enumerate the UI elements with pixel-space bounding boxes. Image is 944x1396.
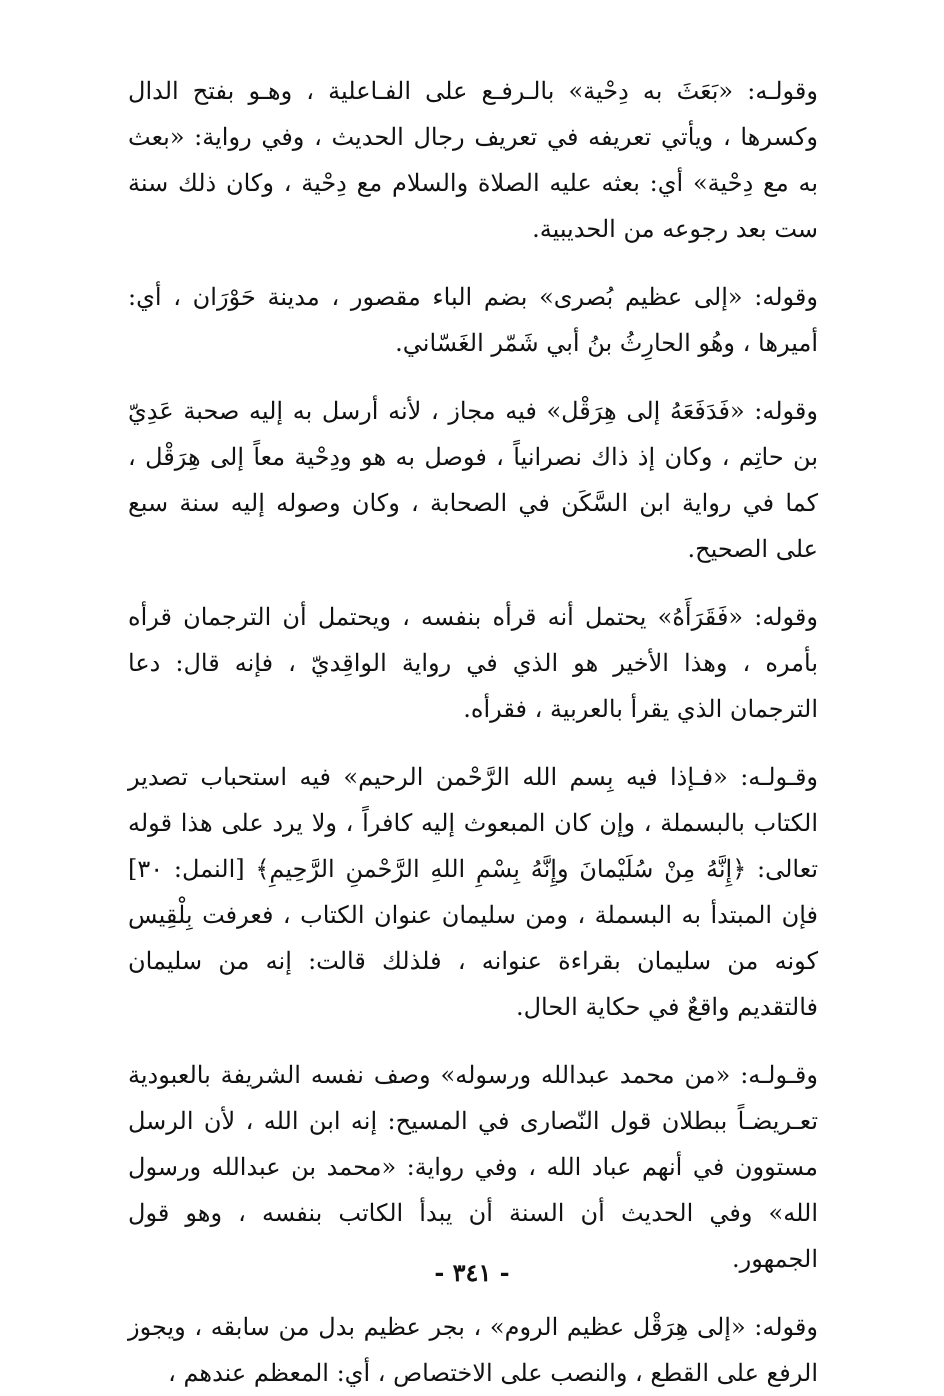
paragraph-busra: وقوله: «إلى عظيم بُصرى» بضم الباء مقصور ، مدينة حَوْرَان ، أي: أميرها ، وهُو الحارِثُ بنُ أبي شَمّر الغَسّاني.	[128, 283, 818, 357]
paragraph-great-of-rome: وقوله: «إلى هِرَقْل عظيم الروم» ، بجر عظيم بدل من سابقه ، ويجوز الرفع على القطع ، والنصب على الاختصاص ، أي: المعظم عندهم ،	[128, 1313, 818, 1387]
paragraph-dihya: وقولـه: «بَعَثَ به دِحْية» بالـرفـع على الفـاعلية ، وهـو بفتح الدال وكسرها ، ويأتي تعريفه في تعريف رجال الحديث ، وفي رواية: «بعث به مع دِحْية» أي: بعثه عليه الصلاة والسلام مع دِحْية ، وكان ذلك سنة ست بعد رجوعه من الحديبية.	[128, 77, 819, 243]
paragraph-basmala: وقـولـه: «فـإذا فيه بِسم الله الرَّحْمن الرحيم» فيه استحباب تصدير الكتاب بالبسملة ، وإن كان المبعوث إليه كافراً ، ولا يرد على هذا قوله تعالى: ﴿إِنَّهُ مِنْ سُلَيْمانَ وإِنَّهُ بِسْمِ اللهِ الرَّحْمنِ الرَّحِيمِ﴾ [النمل: ٣٠] فإن المبتدأ به البسملة ، ومن سليمان عنوان الكتاب ، فعرفت بِلْقِيس كونه من سليمان بقراءة عنوانه ، فلذلك قالت: إنه من سليمان فالتقديم واقعٌ في حكاية الحال.	[128, 763, 818, 1021]
commentary-text	[128, 68, 818, 1396]
paragraph-reading: وقوله: «فَقَرَأَهُ» يحتمل أنه قرأه بنفسه ، ويحتمل أن الترجمان قرأه بأمره ، وهذا الأخير هو الذي في رواية الواقِديّ ، فإنه قال: دعا الترجمان الذي يقرأ بالعربية ، فقرأه.	[128, 603, 818, 723]
page-number: - ٣٤١ -	[434, 1258, 510, 1287]
paragraph-heraclius-delivery: وقوله: «فَدَفَعَهُ إلى هِرَقْل» فيه مجاز ، لأنه أرسل به إليه صحبة عَدِيّ بن حاتِم ، وكان إذ ذاك نصرانياً ، فوصل به هو ودِحْية معاً إلى هِرَقْل ، كما في رواية ابن السَّكَن في الصحابة ، وكان وصوله إليه سنة سبع على الصحيح.	[128, 397, 819, 563]
paragraph-muhammad-servant: وقـولـه: «من محمد عبدالله ورسوله» وصف نفسه الشريفة بالعبودية تعـريضـاً ببطلان قول النّصارى في المسيح: إنه ابن الله ، لأن الرسل مستوون في أنهم عباد الله ، وفي رواية: «محمد بن عبدالله ورسول الله» وفي الحديث أن السنة أن يبدأ الكاتب بنفسه ، وهو قول الجمهور.	[128, 1061, 818, 1273]
